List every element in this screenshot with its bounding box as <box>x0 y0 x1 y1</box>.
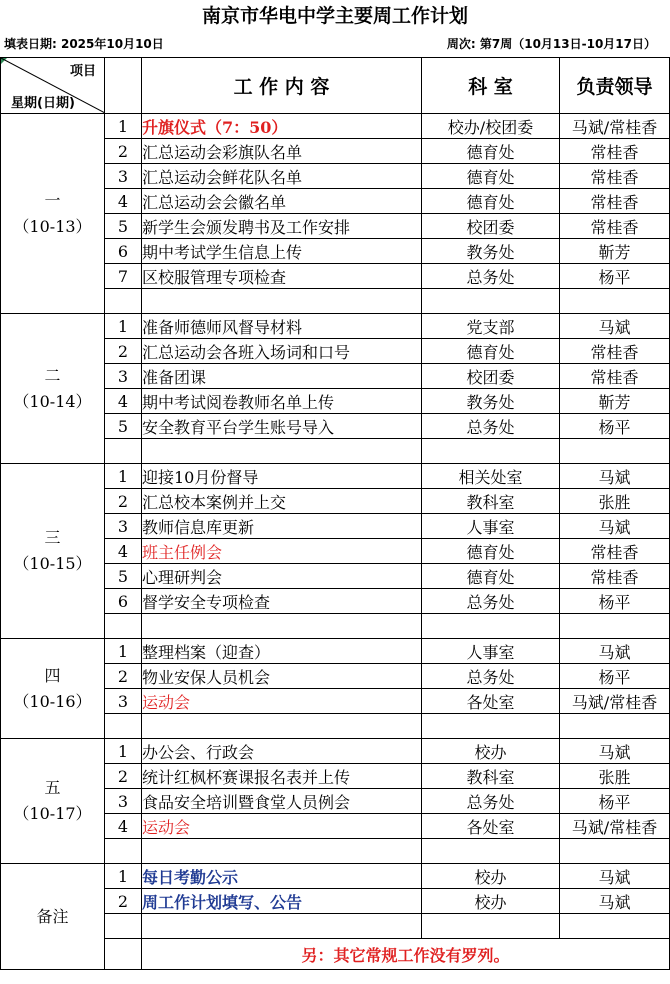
row-number <box>105 939 142 970</box>
leader: 杨平 <box>560 789 670 814</box>
leader: 靳芳 <box>560 389 670 414</box>
task-text <box>142 714 422 739</box>
leader: 马斌 <box>560 314 670 339</box>
leader: 常桂香 <box>560 139 670 164</box>
weekday-date: （10-16） <box>13 691 92 711</box>
work-plan-table <box>0 57 670 970</box>
row-number: 4 <box>105 814 142 839</box>
department: 德育处 <box>422 139 560 164</box>
row-number: 4 <box>105 189 142 214</box>
row-number: 2 <box>105 889 142 914</box>
task-text: 汇总运动会各班入场词和口号 <box>142 339 422 364</box>
weekday-name: 三 <box>44 528 61 547</box>
department: 总务处 <box>422 264 560 289</box>
row-number: 2 <box>105 339 142 364</box>
row-number: 3 <box>105 364 142 389</box>
leader: 常桂香 <box>560 539 670 564</box>
table-row <box>1 464 670 489</box>
task-text: 办公会、行政会 <box>142 739 422 764</box>
weekday-cell <box>1 464 105 639</box>
department: 总务处 <box>422 664 560 689</box>
row-number: 1 <box>105 864 142 889</box>
department: 校团委 <box>422 214 560 239</box>
task-text <box>142 839 422 864</box>
leader <box>560 714 670 739</box>
task-text: 汇总校本案例并上交 <box>142 489 422 514</box>
leader: 靳芳 <box>560 239 670 264</box>
row-number <box>105 714 142 739</box>
task-text <box>142 289 422 314</box>
department: 相关处室 <box>422 464 560 489</box>
task-text: 物业安保人员机会 <box>142 664 422 689</box>
leader <box>560 289 670 314</box>
department: 校办 <box>422 739 560 764</box>
task-text: 心理研判会 <box>142 564 422 589</box>
leader: 马斌 <box>560 639 670 664</box>
leader: 张胜 <box>560 489 670 514</box>
header-task: 工 作 内 容 <box>142 58 422 114</box>
leader: 常桂香 <box>560 564 670 589</box>
row-number <box>105 289 142 314</box>
leader: 常桂香 <box>560 189 670 214</box>
page-title: 南京市华电中学主要周工作计划 <box>201 5 468 27</box>
task-text: 汇总运动会鲜花队名单 <box>142 164 422 189</box>
week-info: 周次: 第7周（10月13日-10月17日） <box>446 37 656 51</box>
row-number: 3 <box>105 514 142 539</box>
department <box>422 289 560 314</box>
row-number: 1 <box>105 739 142 764</box>
department: 教科室 <box>422 764 560 789</box>
leader: 马斌/常桂香 <box>560 814 670 839</box>
department: 各处室 <box>422 814 560 839</box>
table-row <box>1 114 670 139</box>
table-row <box>1 739 670 764</box>
department: 德育处 <box>422 164 560 189</box>
weekday-cell <box>1 314 105 464</box>
department: 德育处 <box>422 539 560 564</box>
task-text: 运动会 <box>142 814 422 839</box>
task-text: 期中考试阅卷教师名单上传 <box>142 389 422 414</box>
row-number: 4 <box>105 389 142 414</box>
row-number: 5 <box>105 214 142 239</box>
department: 总务处 <box>422 589 560 614</box>
leader: 常桂香 <box>560 364 670 389</box>
row-number: 2 <box>105 764 142 789</box>
task-text: 准备团课 <box>142 364 422 389</box>
task-text: 班主任例会 <box>142 539 422 564</box>
row-number: 5 <box>105 414 142 439</box>
row-number: 3 <box>105 789 142 814</box>
department: 各处室 <box>422 689 560 714</box>
weekday-name: 五 <box>44 778 61 797</box>
department: 校办 <box>422 864 560 889</box>
department: 教务处 <box>422 389 560 414</box>
table-body <box>1 114 670 970</box>
table-header-row <box>1 58 670 114</box>
department: 党支部 <box>422 314 560 339</box>
leader: 马斌/常桂香 <box>560 114 670 139</box>
leader: 杨平 <box>560 664 670 689</box>
row-number: 1 <box>105 639 142 664</box>
weekday-date: （10-13） <box>13 216 92 236</box>
task-text: 区校服管理专项检查 <box>142 264 422 289</box>
weekday-date: （10-15） <box>13 554 92 573</box>
task-text: 统计红枫杯赛课报名表并上传 <box>142 764 422 789</box>
task-text: 运动会 <box>142 689 422 714</box>
row-number: 6 <box>105 589 142 614</box>
row-number <box>105 914 142 939</box>
row-number: 3 <box>105 164 142 189</box>
task-text <box>142 914 422 939</box>
notes-label: 备注 <box>36 906 69 926</box>
department <box>422 439 560 464</box>
row-number <box>105 614 142 639</box>
department <box>422 714 560 739</box>
weekday-name: 一 <box>44 190 61 210</box>
task-text: 周工作计划填写、公告 <box>142 889 422 914</box>
corner-label-item: 项目 <box>69 64 96 79</box>
department: 总务处 <box>422 414 560 439</box>
leader: 马斌 <box>560 464 670 489</box>
leader: 马斌 <box>560 864 670 889</box>
department: 人事室 <box>422 639 560 664</box>
task-text: 升旗仪式（7：50） <box>142 114 422 139</box>
leader: 常桂香 <box>560 339 670 364</box>
task-text <box>142 439 422 464</box>
row-number <box>105 839 142 864</box>
leader: 常桂香 <box>560 214 670 239</box>
row-number: 5 <box>105 564 142 589</box>
row-number <box>105 439 142 464</box>
header-dept: 科 室 <box>422 58 560 114</box>
leader: 马斌 <box>560 514 670 539</box>
leader: 马斌 <box>560 889 670 914</box>
leader <box>560 614 670 639</box>
header-num-cell <box>105 58 142 114</box>
leader <box>560 439 670 464</box>
weekday-cell <box>1 739 105 864</box>
department: 德育处 <box>422 564 560 589</box>
leader: 常桂香 <box>560 164 670 189</box>
header-lead: 负责领导 <box>560 58 670 114</box>
table-row <box>1 639 670 664</box>
weekday-cell <box>1 114 105 314</box>
row-number: 6 <box>105 239 142 264</box>
task-text: 教师信息库更新 <box>142 514 422 539</box>
task-text: 汇总运动会彩旗队名单 <box>142 139 422 164</box>
leader <box>560 914 670 939</box>
table-row <box>1 864 670 889</box>
task-text: 每日考勤公示 <box>142 864 422 889</box>
row-number: 1 <box>105 314 142 339</box>
weekday-cell <box>1 639 105 739</box>
leader: 张胜 <box>560 764 670 789</box>
task-text: 迎接10月份督导 <box>142 464 422 489</box>
department: 教务处 <box>422 239 560 264</box>
leader <box>560 839 670 864</box>
task-text: 整理档案（迎查） <box>142 639 422 664</box>
row-number: 2 <box>105 489 142 514</box>
weekday-date: （10-17） <box>13 804 92 823</box>
task-text: 督学安全专项检查 <box>142 589 422 614</box>
task-text: 食品安全培训暨食堂人员例会 <box>142 789 422 814</box>
department: 德育处 <box>422 339 560 364</box>
department <box>422 839 560 864</box>
leader: 马斌 <box>560 739 670 764</box>
notes-footer-text: 另：其它常规工作没有罗列。 <box>142 939 670 970</box>
task-text <box>142 614 422 639</box>
department: 教科室 <box>422 489 560 514</box>
task-text: 安全教育平台学生账号导入 <box>142 414 422 439</box>
leader: 杨平 <box>560 589 670 614</box>
task-text: 新学生会颁发聘书及工作安排 <box>142 214 422 239</box>
weekday-date: （10-14） <box>13 391 92 411</box>
department <box>422 914 560 939</box>
leader: 杨平 <box>560 264 670 289</box>
task-text: 期中考试学生信息上传 <box>142 239 422 264</box>
leader: 杨平 <box>560 414 670 439</box>
weekday-name: 二 <box>44 365 61 385</box>
row-number: 4 <box>105 539 142 564</box>
department: 校办 <box>422 889 560 914</box>
notes-label-cell <box>1 864 105 970</box>
department: 德育处 <box>422 189 560 214</box>
department <box>422 614 560 639</box>
fill-date: 填表日期: 2025年10月10日 <box>4 37 164 51</box>
task-text: 准备师德师风督导材料 <box>142 314 422 339</box>
row-number: 2 <box>105 664 142 689</box>
department: 校办/校团委 <box>422 114 560 139</box>
department: 校团委 <box>422 364 560 389</box>
leader: 马斌/常桂香 <box>560 689 670 714</box>
row-number: 2 <box>105 139 142 164</box>
corner-label-weekday: 星期(日期) <box>11 96 75 111</box>
weekday-name: 四 <box>44 665 61 685</box>
row-number: 1 <box>105 114 142 139</box>
row-number: 7 <box>105 264 142 289</box>
task-text: 汇总运动会会徽名单 <box>142 189 422 214</box>
row-number: 1 <box>105 464 142 489</box>
department: 人事室 <box>422 514 560 539</box>
table-row <box>1 314 670 339</box>
corner-header-cell <box>1 58 105 114</box>
department: 总务处 <box>422 789 560 814</box>
row-number: 3 <box>105 689 142 714</box>
